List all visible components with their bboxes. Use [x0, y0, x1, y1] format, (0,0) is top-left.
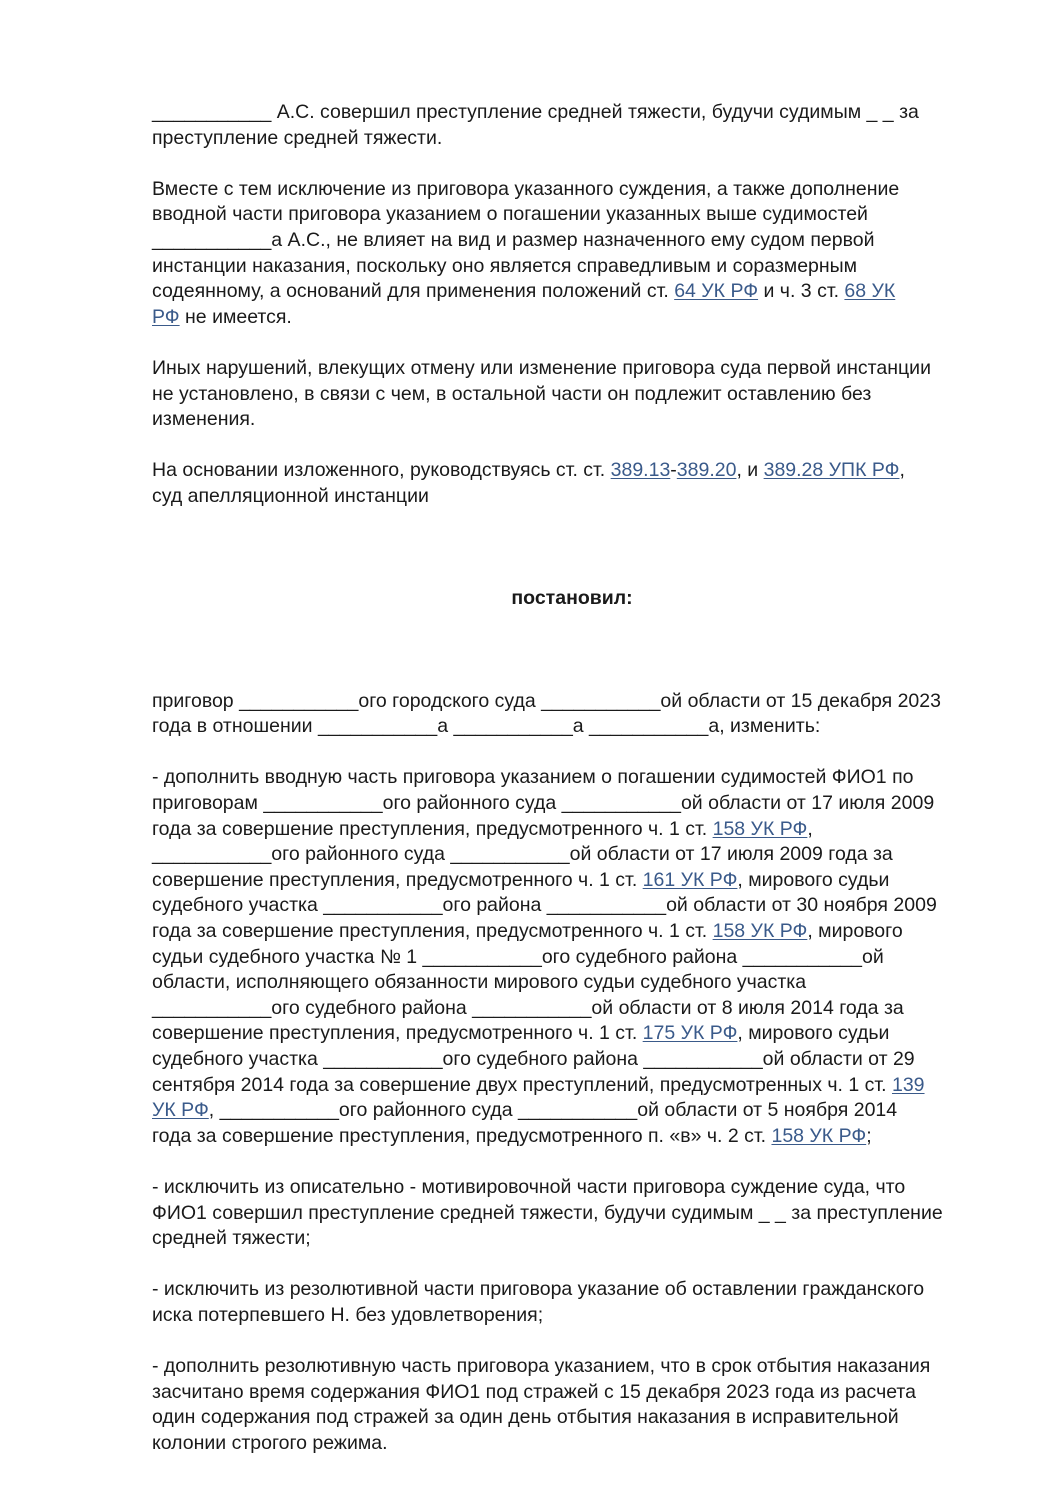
link-158-uk-rf-2[interactable]: 158 УК РФ — [712, 920, 808, 942]
link-158-uk-rf[interactable]: 158 УК РФ — [712, 817, 808, 840]
link-139-uk-rf-cont[interactable]: УК РФ — [152, 1099, 209, 1122]
paragraph-no-violations: Иных нарушений, влекущих отмену или изменение приговора суда первой инстанции не установлено, в связи с чем, в остальной части он подлежит оставлению без изменения. — [152, 356, 931, 431]
link-161-uk-rf[interactable]: 161 УК РФ — [642, 868, 738, 891]
paragraph-conviction: ___________ А.С. совершил преступление средней тяжести, будучи судимым _ _ за преступление средней тяжести. — [152, 101, 919, 149]
decision-heading: постановил: — [511, 587, 633, 610]
paragraph-basis: На основании изложенного, руководствуясь ст. ст. 389.13-389.20, и 389.28 УПК РФ, суд апелляционной инстанции — [152, 459, 905, 507]
paragraph-verdict: приговор ___________ого городского суда ___________ой области от 15 декабря 2023 года в отношении ___________а ___________а ___________а, изменить: — [152, 689, 941, 738]
paragraph-custody-credit: - дополнить резолютивную часть приговора указанием, что в срок отбытия наказания засчитано время содержания ФИО1 под стражей с 15 декабря 2023 года из расчета один содержания под стражей за один день отбытия наказания в исправительной колонии строгого режима. — [152, 1355, 931, 1454]
paragraph-exclusion: Вместе с тем исключение из приговора указанного суждения, а также дополнение вводной части приговора указанием о погашении указанных выше судимостей ___________а А.С., не влияет на вид и размер назначенного ему судом первой инстанции наказания, поскольку оно является справедливым и соразмерным содеянному, а оснований для применения положений ст. 64 УК РФ и ч. 3 ст. 68 УК РФ не имеется. — [152, 177, 900, 328]
link-175-uk-rf[interactable]: 175 УК РФ — [642, 1022, 738, 1045]
paragraph-exclude-reasoning: - исключить из описательно - мотивировочной части приговора суждение суда, что ФИО1 совершил преступление средней тяжести, будучи судимым _ _ за преступление средней тяжести; — [152, 1175, 943, 1250]
link-158-uk-rf-3[interactable]: 158 УК РФ — [771, 1124, 867, 1147]
link-389-20[interactable]: 389.20 — [676, 459, 737, 482]
link-139-uk-rf[interactable]: 139 — [891, 1073, 925, 1096]
paragraph-add-intro: - дополнить вводную часть приговора указанием о погашении судимостей ФИО1 по приговорам ___________ого районного суда ___________ой области от 17 июля 2009 года за совершение преступления, предусмотренного ч. 1 ст. 158 УК РФ, ___________ого районного суда ___________ой области от 17 июля 2009 года за совершение преступления, предусмотренного ч. 1 ст. 161 УК РФ, мирового судьи судебного участка ___________ого района ___________ой области от 30 ноября 2009 года за совершение преступления, предусмотренного ч. 1 ст. 158 УК РФ, мирового судьи судебного участка № 1 ___________ого судебного района ___________ой области, исполняющего обязанности мирового судьи судебного участка ___________ого судебного района ___________ой области от 8 июля 2014 года за совершение преступления, предусмотренного ч. 1 ст. 175 УК РФ, мирового судьи судебного участка ___________ого судебного района ___________ой области от 29 сентября 2014 года за совершение двух преступлений, предусмотренных ч. 1 ст. 139 УК РФ, ___________ого районного суда ___________ой области от 5 ноября 2014 года за совершение преступления, предусмотренного п. «в» ч. 2 ст. 158 УК РФ; — [152, 766, 937, 1147]
link-64-uk-rf[interactable]: 64 УК РФ — [674, 280, 759, 303]
link-389-28-upk-rf[interactable]: 389.28 УПК РФ — [763, 459, 900, 482]
link-68-uk-rf[interactable]: 68 УК — [844, 280, 896, 303]
link-68-uk-rf-cont[interactable]: РФ — [152, 305, 180, 328]
paragraph-exclude-civil-claim: - исключить из резолютивной части приговора указание об оставлении гражданского иска потерпевшего Н. без удовлетворения; — [152, 1278, 925, 1326]
document-page — [152, 100, 992, 1456]
link-389-13[interactable]: 389.13 — [610, 459, 671, 482]
